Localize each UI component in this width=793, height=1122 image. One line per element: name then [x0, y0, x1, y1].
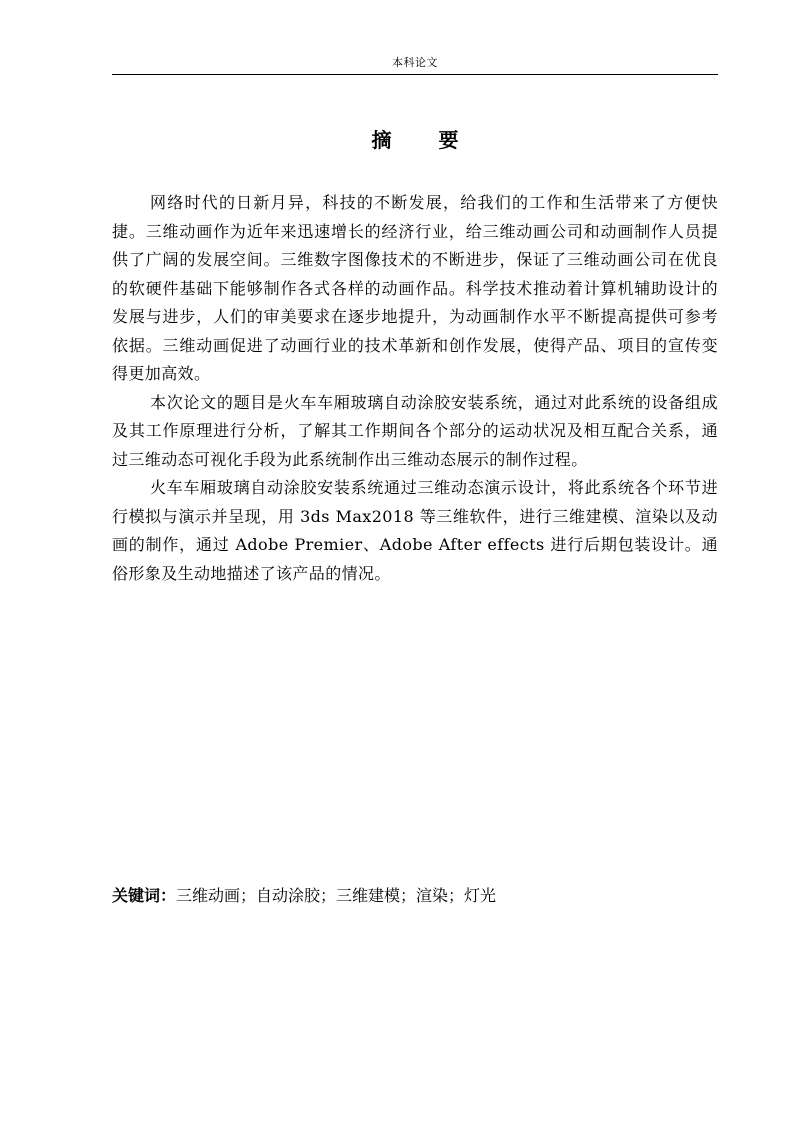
running-header: 本科论文 [392, 56, 438, 69]
keywords-label: 关键词： [112, 886, 177, 905]
abstract-paragraph-1: 网络时代的日新月异，科技的不断发展，给我们的工作和生活带来了方便快捷。三维动画作为近年来迅速增长的经济行业，给三维动画公司和动画制作人员提供了广阔的发展空间。三维数字图像技术的不断进步，保证了三维动画公司在优良的软硬件基础下能够制作各式各样的动画作品。科学技术推动着计算机辅助设计的发展与进步，人们的审美要求在逐步地提升，为动画制作水平不断提高提供可参考依据。三维动画促进了动画行业的技术革新和创作发展，使得产品、项目的宣传变得更加高效。 [112, 193, 718, 383]
header-rule [112, 74, 718, 75]
abstract-body [112, 189, 718, 588]
keywords-text: 三维动画；自动涂胶；三维建模；渲染；灯光 [176, 886, 497, 905]
keywords-line [112, 882, 718, 910]
abstract-title: 摘 要 [371, 128, 479, 152]
abstract-paragraph-3: 火车车厢玻璃自动涂胶安装系统通过三维动态演示设计，将此系统各个环节进行模拟与演示并呈现，用 3ds Max2018 等三维软件，进行三维建模、渲染以及动画的制作，通过 Adobe Premier、Adobe After effects 进行后期包装设计。通俗形象及生动地描述了该产品的情况。 [112, 478, 718, 583]
abstract-paragraph-2: 本次论文的题目是火车车厢玻璃自动涂胶安装系统，通过对此系统的设备组成及其工作原理进行分析，了解其工作期间各个部分的运动状况及相互配合关系，通过三维动态可视化手段为此系统制作出三维动态展示的制作过程。 [112, 392, 718, 469]
